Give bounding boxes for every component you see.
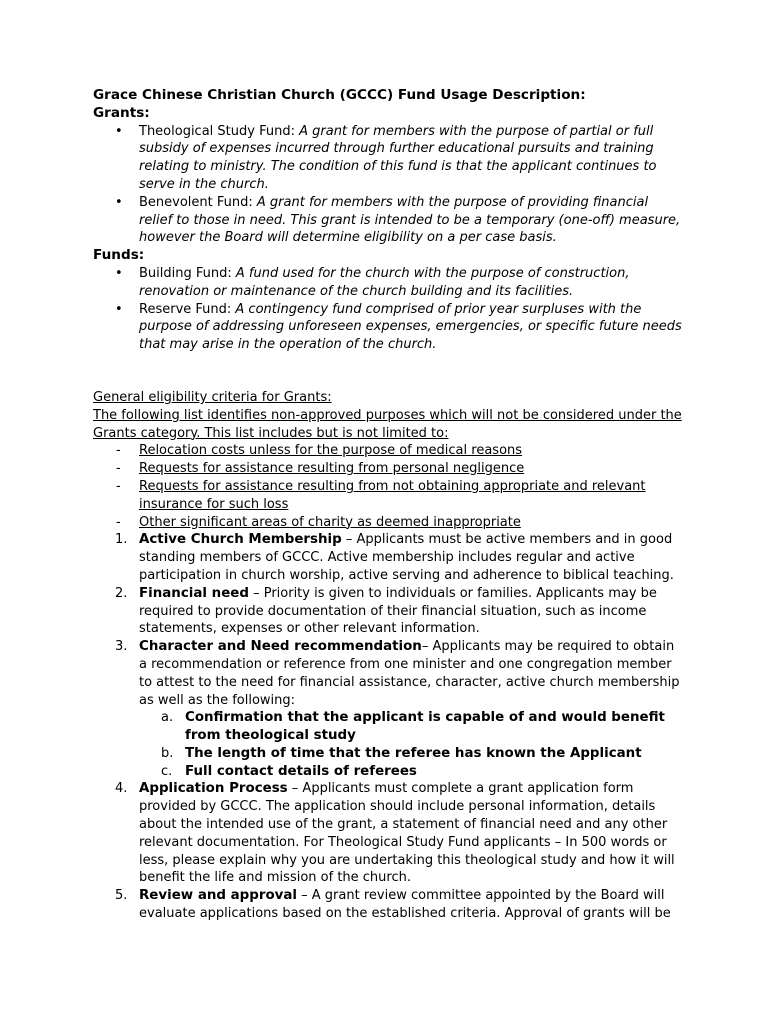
exclusion-text: Requests for assistance resulting from not obtaining appropriate and relevant insurance for such loss — [139, 478, 646, 512]
dash-marker: - — [116, 514, 121, 530]
subitem-text: Full contact details of referees — [185, 763, 417, 779]
funds-heading: Funds: — [93, 247, 145, 264]
spacer — [93, 354, 683, 389]
criterion-text: – Applicants must be active members and in good standing members of GCCC. Active membership includes regular and active participation in church worship, active serving and adherence to biblical teaching. — [139, 532, 674, 583]
eligibility-intro: The following list identifies non-approved purposes which will not be considered under the Grants category. This list includes but is not limited to: — [93, 407, 682, 441]
exclusion-text: Other significant areas of charity as deemed inappropriate — [139, 514, 521, 530]
fund-description: A grant for members with the purpose of providing financial relief to those in need. This grant is intended to be a temporary (one-off) measure, however the Board will determine eligibility on a per case basis. — [139, 194, 681, 246]
item-letter: a. — [161, 710, 174, 726]
subitem-text: Confirmation that the applicant is capable of and would benefit from theological study — [185, 710, 665, 744]
exclusion-text: Relocation costs unless for the purpose of medical reasons — [139, 443, 523, 459]
list-item — [93, 123, 683, 194]
dash-marker: - — [116, 461, 121, 477]
list-item — [93, 478, 683, 514]
dash-marker: - — [116, 443, 121, 459]
list-item — [93, 585, 683, 638]
criterion-title: Active Church Membership — [139, 532, 342, 548]
criterion-title: Financial need — [139, 585, 249, 601]
criterion-title: Application Process — [139, 781, 288, 797]
list-item — [93, 301, 683, 354]
subitem-text: The length of time that the referee has known the Applicant — [185, 745, 642, 761]
exclusions-list — [93, 442, 683, 531]
list-item — [93, 265, 683, 301]
grants-heading: Grants: — [93, 104, 150, 121]
item-number: 3. — [115, 639, 128, 655]
list-item — [93, 460, 683, 478]
item-letter: c. — [161, 763, 173, 779]
recommendation-sublist — [139, 709, 683, 780]
fund-name: Reserve Fund: — [139, 301, 236, 317]
document-page — [93, 87, 683, 923]
criterion-title: Character and Need recommendation — [139, 639, 422, 655]
criterion-text: – A grant review committee appointed by the Board will evaluate applications based on the established criteria. Approval of grants will be — [139, 888, 671, 922]
item-number: 2. — [115, 585, 128, 601]
criterion-text: – Applicants may be required to obtain a recommendation or reference from one minister and one congregation member to attest to the need for financial assistance, character, active church membership as well as the following: — [139, 639, 680, 708]
criteria-list — [93, 531, 683, 923]
criterion-title: Review and approval — [139, 888, 298, 904]
list-item — [93, 887, 683, 923]
criterion-text: – Priority is given to individuals or families. Applicants may be required to provide documentation of their financial situation, such as income statements, expenses or other relevant information. — [139, 585, 657, 637]
list-item — [93, 638, 683, 780]
document-title: Grace Chinese Christian Church (GCCC) Fund Usage Description: — [93, 87, 586, 103]
list-item — [139, 763, 683, 781]
eligibility-heading: General eligibility criteria for Grants: — [93, 389, 332, 405]
fund-description: A grant for members with the purpose of partial or full subsidy of expenses incurred through further educational pursuits and training relating to ministry. The condition of this fund is that the applicant continues to serve in the church. — [139, 123, 657, 192]
grants-list — [93, 123, 683, 248]
list-item — [93, 194, 683, 247]
fund-description: A fund used for the church with the purpose of construction, renovation or maintenance of the church building and its facilities. — [139, 265, 630, 299]
item-number: 1. — [115, 532, 128, 548]
list-item — [93, 514, 683, 532]
item-number: 4. — [115, 781, 128, 797]
list-item — [93, 442, 683, 460]
funds-list — [93, 265, 683, 354]
list-item — [93, 531, 683, 584]
list-item — [139, 709, 683, 745]
fund-description: A contingency fund comprised of prior year surpluses with the purpose of addressing unforeseen expenses, emergencies, or specific future needs that may arise in the operation of the church. — [139, 301, 682, 353]
list-item — [93, 780, 683, 887]
item-number: 5. — [115, 888, 128, 904]
dash-marker: - — [116, 478, 121, 494]
item-letter: b. — [161, 745, 174, 761]
list-item — [139, 745, 683, 763]
fund-name: Benevolent Fund: — [139, 194, 257, 210]
fund-name: Building Fund: — [139, 265, 236, 281]
exclusion-text: Requests for assistance resulting from personal negligence — [139, 461, 525, 477]
criterion-text: – Applicants must complete a grant application form provided by GCCC. The application should include personal information, details about the intended use of the grant, a statement of financial need and any other relevant documentation. For Theological Study Fund applicants – In 500 words or less, please explain why you are undertaking this theological study and how it will benefit the life and mission of the church. — [139, 781, 675, 886]
fund-name: Theological Study Fund: — [139, 123, 300, 139]
